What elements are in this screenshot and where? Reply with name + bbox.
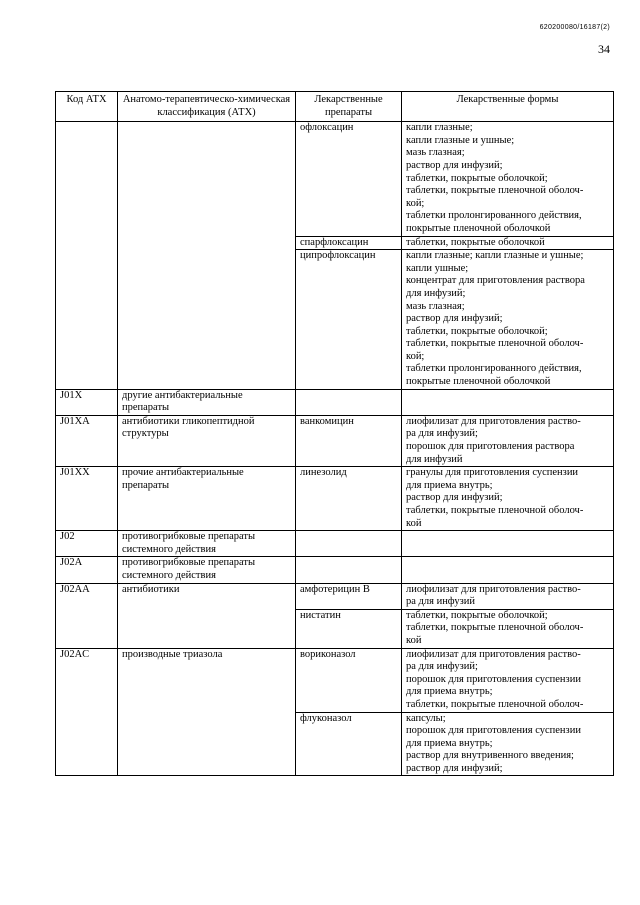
- dosage-form-line: раствор для инфузий;: [406, 492, 503, 504]
- atc-classification: противогрибковые препараты системного действия: [118, 557, 296, 583]
- drug-name: [296, 389, 402, 415]
- document-id: 620200080/16187(2): [539, 24, 610, 31]
- drug-name: спарфлоксацин: [296, 236, 402, 250]
- atc-code: J02AC: [56, 648, 118, 776]
- dosage-form-line: кой: [406, 634, 422, 646]
- dosage-form-line: порошок для приготовления суспензии: [406, 725, 581, 737]
- atc-classification: антибиотики гликопептидной структуры: [118, 415, 296, 466]
- dosage-form-line: таблетки пролонгированного действия,: [406, 363, 582, 375]
- dosage-form-line: таблетки, покрытые оболочкой: [406, 236, 545, 248]
- dosage-form-line: гранулы для приготовления суспензии: [406, 467, 579, 479]
- page-number: 34: [598, 42, 610, 56]
- dosage-form-line: таблетки, покрытые пленочной оболоч-: [406, 185, 584, 197]
- dosage-forms: [402, 557, 614, 583]
- table-row: [56, 583, 614, 609]
- dosage-forms: [402, 583, 614, 609]
- dosage-form-line: покрытые пленочной оболочкой: [406, 376, 551, 388]
- header-forms: Лекарственные формы: [402, 92, 614, 122]
- dosage-form-line: таблетки, покрытые пленочной оболоч-: [406, 338, 584, 350]
- atc-classification: антибиотики: [118, 583, 296, 648]
- dosage-form-line: капли глазные; капли глазные и ушные;: [406, 250, 584, 262]
- dosage-form-line: таблетки, покрытые оболочкой;: [406, 172, 548, 184]
- dosage-forms: [402, 250, 614, 390]
- dosage-form-line: мазь глазная;: [406, 300, 465, 312]
- table-row: [56, 467, 614, 531]
- dosage-form-line: капли глазные;: [406, 122, 473, 134]
- dosage-forms: [402, 531, 614, 557]
- table-row: [56, 122, 614, 236]
- atc-code: J01XA: [56, 415, 118, 466]
- dosage-form-line: ра для инфузий;: [406, 428, 478, 440]
- table-row: [56, 531, 614, 557]
- drug-name: вориконазол: [296, 648, 402, 712]
- dosage-form-line: лиофилизат для приготовления раство-: [406, 648, 581, 660]
- dosage-form-line: покрытые пленочной оболочкой: [406, 222, 551, 234]
- dosage-form-line: капли глазные и ушные;: [406, 134, 515, 146]
- drug-name: амфотерицин В: [296, 583, 402, 609]
- dosage-form-line: кой;: [406, 197, 425, 209]
- drug-name: нистатин: [296, 609, 402, 648]
- table-row: [56, 557, 614, 583]
- dosage-forms: [402, 609, 614, 648]
- drug-name: ципрофлоксацин: [296, 250, 402, 390]
- atc-code: J01XX: [56, 467, 118, 531]
- drug-table: [55, 91, 614, 776]
- dosage-form-line: раствор для инфузий;: [406, 313, 503, 325]
- atc-code: J02A: [56, 557, 118, 583]
- dosage-form-line: для инфузий;: [406, 287, 466, 299]
- atc-classification: прочие антибактериальные препараты: [118, 467, 296, 531]
- dosage-form-line: для приема внутрь;: [406, 686, 493, 698]
- dosage-form-line: таблетки, покрытые оболочкой;: [406, 325, 548, 337]
- header-drugs: Лекарственные препараты: [296, 92, 402, 122]
- table-row: [56, 415, 614, 466]
- drug-name: [296, 531, 402, 557]
- drug-name: офлоксацин: [296, 122, 402, 236]
- drug-name: линезолид: [296, 467, 402, 531]
- dosage-form-line: раствор для внутривенного введения;: [406, 750, 574, 762]
- table-row: [56, 648, 614, 712]
- drug-name: ванкомицин: [296, 415, 402, 466]
- dosage-form-line: лиофилизат для приготовления раство-: [406, 415, 581, 427]
- atc-code: J02AA: [56, 583, 118, 648]
- atc-classification: производные триазола: [118, 648, 296, 776]
- dosage-form-line: капли ушные;: [406, 262, 469, 274]
- atc-code: J02: [56, 531, 118, 557]
- dosage-form-line: для приема внутрь;: [406, 737, 493, 749]
- dosage-forms: [402, 712, 614, 776]
- dosage-form-line: раствор для инфузий;: [406, 159, 503, 171]
- header-classification: Анатомо-терапевтическо-химическая классификация (АТХ): [118, 92, 296, 122]
- table-header-row: [56, 92, 614, 122]
- dosage-form-line: капсулы;: [406, 712, 446, 724]
- dosage-form-line: лиофилизат для приготовления раство-: [406, 583, 581, 595]
- dosage-forms: [402, 122, 614, 236]
- dosage-form-line: для инфузий: [406, 453, 463, 465]
- table-row: [56, 389, 614, 415]
- dosage-form-line: таблетки, покрытые пленочной оболоч-: [406, 698, 584, 710]
- atc-classification: [118, 122, 296, 389]
- header-code: Код АТХ: [56, 92, 118, 122]
- drug-name: флуконазол: [296, 712, 402, 776]
- dosage-forms: [402, 389, 614, 415]
- dosage-form-line: порошок для приготовления раствора: [406, 441, 575, 453]
- atc-code: J01X: [56, 389, 118, 415]
- dosage-form-line: кой;: [406, 350, 425, 362]
- dosage-forms: [402, 415, 614, 466]
- dosage-form-line: таблетки пролонгированного действия,: [406, 210, 582, 222]
- atc-code: [56, 122, 118, 389]
- dosage-forms: [402, 236, 614, 250]
- dosage-forms: [402, 467, 614, 531]
- dosage-form-line: таблетки, покрытые пленочной оболоч-: [406, 505, 584, 516]
- dosage-form-line: раствор для инфузий;: [406, 762, 503, 774]
- dosage-form-line: для приема внутрь;: [406, 479, 493, 491]
- dosage-forms: [402, 648, 614, 712]
- dosage-form-line: концентрат для приготовления раствора: [406, 275, 585, 287]
- atc-classification: противогрибковые препараты системного действия: [118, 531, 296, 557]
- dosage-form-line: таблетки, покрытые пленочной оболоч-: [406, 622, 584, 634]
- dosage-form-line: ра для инфузий;: [406, 661, 478, 673]
- dosage-form-line: кой: [406, 517, 422, 529]
- dosage-form-line: таблетки, покрытые оболочкой;: [406, 609, 548, 621]
- dosage-form-line: ра для инфузий: [406, 596, 475, 608]
- drug-name: [296, 557, 402, 583]
- dosage-form-line: порошок для приготовления суспензии: [406, 673, 581, 685]
- atc-classification: другие антибактериальные препараты: [118, 389, 296, 415]
- dosage-form-line: мазь глазная;: [406, 147, 465, 159]
